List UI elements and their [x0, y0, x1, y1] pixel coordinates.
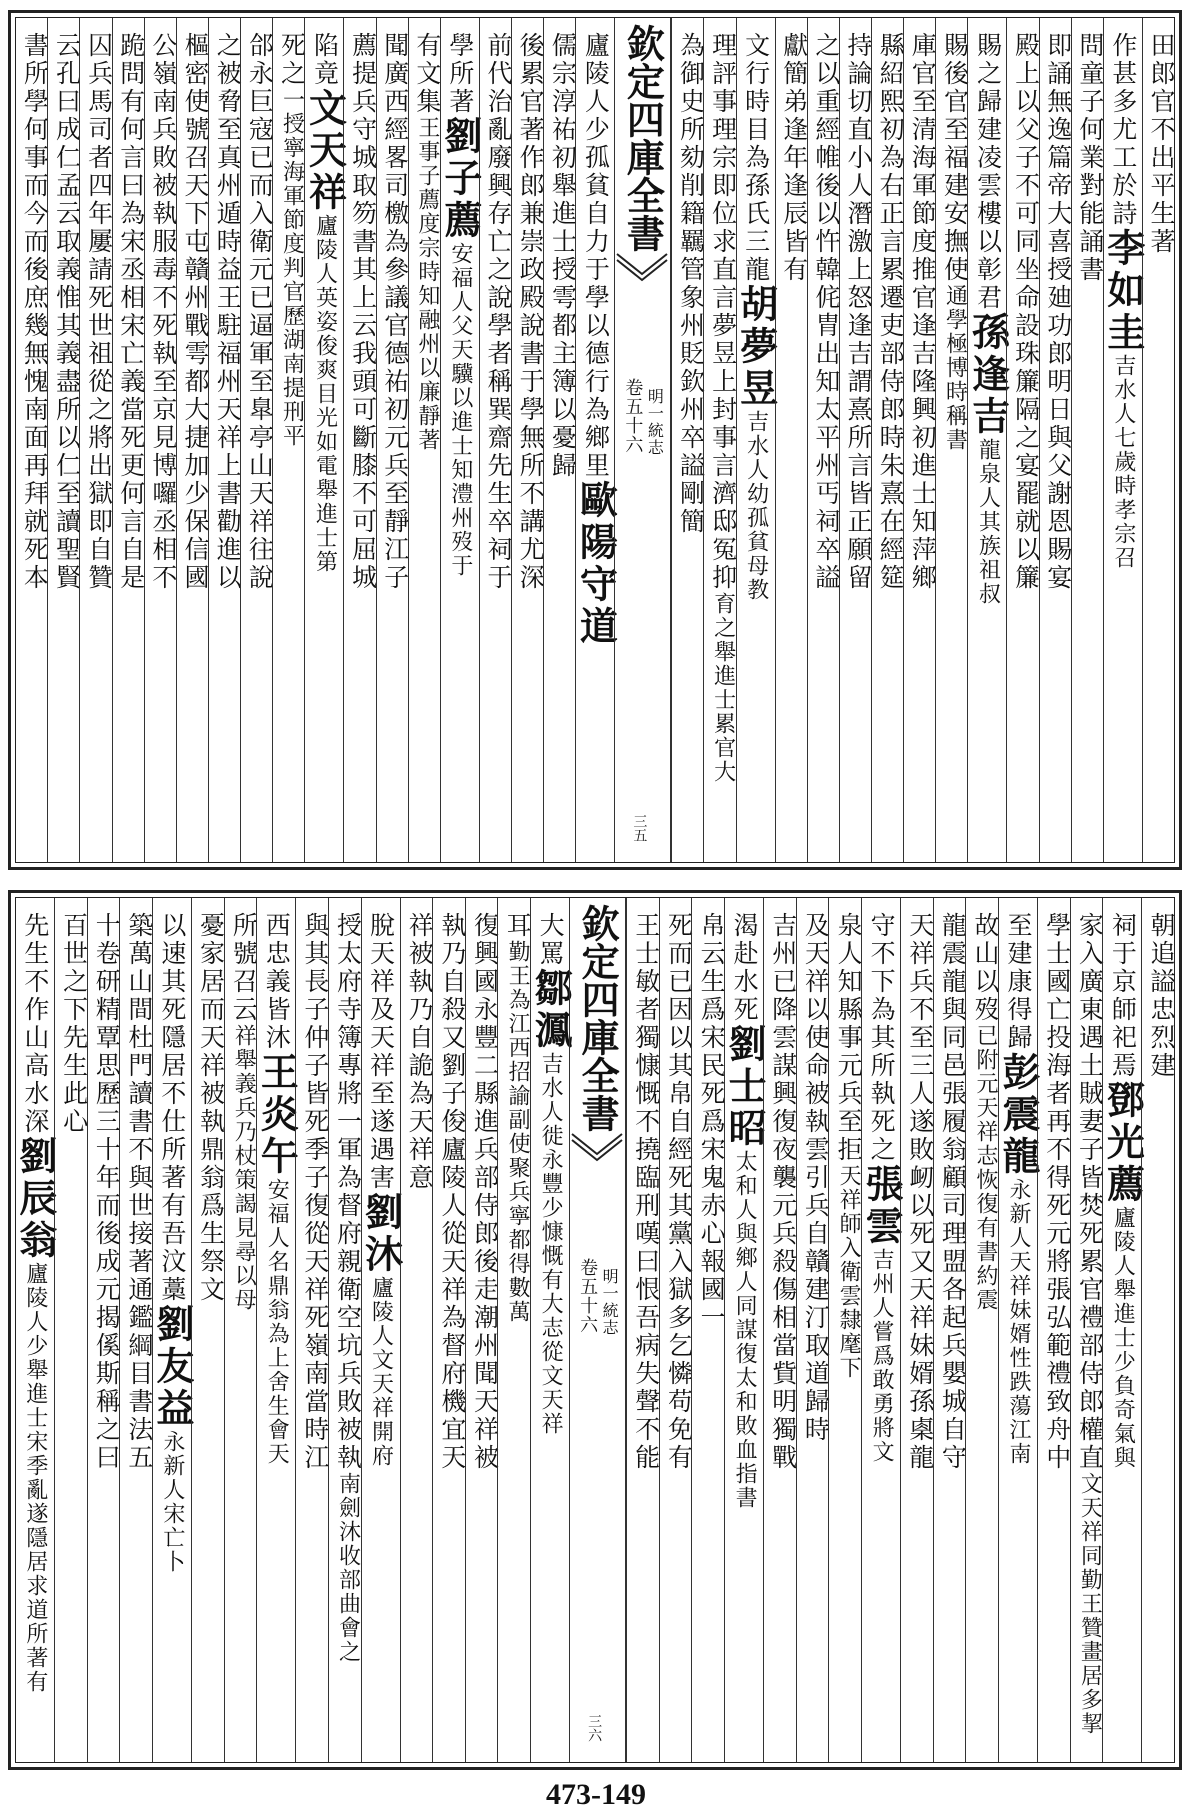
column-text: 賜之歸建凌雲樓以彰君 [973, 32, 1003, 312]
text-column-top-left-16 [79, 18, 114, 862]
page-number: 473-149 [546, 1778, 646, 1811]
text-column-top-right-3 [1071, 18, 1103, 862]
text-column-bottom-right-5 [996, 898, 1042, 1762]
column-text: 吉州已降雲謀興復夜襲元兵殺傷相當貲明獨戰 [768, 912, 798, 1472]
column-text: 天祥兵不至三人遂敗衂以死又天祥妹婿孫㮚龍 [905, 912, 935, 1472]
column-annotation: 永新人宋亡卜 [159, 1430, 185, 1574]
column-text: 云孔曰成仁孟云取義惟其義盡所以仁至讀聖賢 [52, 32, 82, 592]
page-upper-half [8, 10, 1182, 870]
text-column-top-left-13 [176, 18, 211, 862]
text-column-bottom-left-11 [191, 898, 224, 1762]
text-column-bottom-left-1 [528, 898, 574, 1762]
column-annotation: 已附元天祥志恢復有書約震 [973, 1024, 999, 1312]
text-column-top-right-13 [733, 18, 779, 862]
biography-name: 孫逢吉 [965, 312, 1011, 438]
column-annotation: 勤王為江西招諭副使聚兵寧都得數萬 [505, 940, 531, 1324]
section-label: 明一統志 [600, 1268, 620, 1336]
text-column-top-left-2 [543, 18, 578, 862]
biography-name: 彭震龍 [996, 1052, 1042, 1178]
column-text: 理評事理宗即位求直言夢昱上封事言濟邸冤抑 [708, 32, 738, 592]
column-text: 樞密使號召天下屯贛州戰雩都大捷加少保信國 [181, 32, 211, 592]
text-column-top-left-10 [272, 18, 307, 862]
column-text: 廬陵人少孤貧自力于學以德行為鄉里 [581, 32, 611, 480]
center-fold-top [614, 18, 671, 862]
center-fold-bottom [569, 898, 626, 1762]
column-annotation: 廬陵人少舉進士宋季亂遂隱居求道所著有 [22, 1262, 48, 1694]
column-annotation: 吉水人幼孤貧母教 [743, 410, 769, 602]
text-column-bottom-right-11 [796, 898, 829, 1762]
text-column-bottom-left-6 [358, 898, 404, 1762]
text-column-bottom-left-12 [149, 898, 195, 1762]
column-text: 跪問有何言曰為宋丞相宋亡義當死更何言自是 [116, 32, 146, 592]
column-text: 耳 [503, 912, 533, 940]
biography-name: 胡夢昱 [733, 284, 779, 410]
text-column-bottom-right-6 [965, 898, 1001, 1762]
column-text: 龍震龍與同邑張履翁顧司理盟各起兵嬰城自守 [938, 912, 968, 1472]
text-column-top-right-15 [671, 18, 706, 862]
column-text: 與其長子仲子皆死季子復從天祥死嶺南當時江 [300, 912, 330, 1472]
folio-number: 三五 [631, 814, 648, 842]
text-column-top-right-4 [1039, 18, 1071, 862]
column-text: 文行時目為孫氏三龍 [741, 32, 771, 284]
text-column-top-right-1 [1142, 18, 1174, 862]
text-column-bottom-right-16 [626, 898, 659, 1762]
column-text: 即誦無逸篇帝大喜授廸功郎明日與父謝恩賜宴 [1043, 32, 1073, 592]
column-annotation: 吉水人徙永豐少慷慨有大志從文天祥 [538, 1052, 564, 1436]
column-annotation: 天祥師入衛雲隸麾下 [836, 1164, 862, 1380]
column-text: 朝追謚忠烈建 [1147, 912, 1176, 1080]
biography-name: 文天祥 [302, 88, 348, 214]
column-text: 作甚多尤工於詩 [1108, 32, 1138, 228]
text-column-top-left-6 [408, 18, 440, 862]
column-text: 王士敏者獨慷慨不撓臨刑嘆曰恨吾病失聲不能 [631, 912, 661, 1472]
column-text: 為御史所劾削籍羈管象州貶欽州卒謚剛簡 [676, 32, 706, 536]
text-column-top-left-14 [144, 18, 176, 862]
column-text: 復興國永豐二縣進兵部侍郎後走潮州聞天祥被 [470, 912, 500, 1472]
column-text: 持論切直小人潛激上怒逢吉謂熹所言皆正願留 [844, 32, 874, 592]
column-text: 先生不作山高水深 [20, 912, 50, 1136]
column-text: 憂家居而天祥被執鼎翁爲生祭文 [196, 912, 226, 1304]
text-column-top-right-11 [807, 18, 839, 862]
fishtail-mark-icon [570, 1132, 624, 1160]
column-annotation: 廬陵人舉進士少負奇氣與 [1110, 1206, 1136, 1470]
column-text: 之被脅至真州遁時益王駐福州天祥上書勸進以 [213, 32, 243, 592]
column-text: 殿上以父子不可同坐命設珠簾隔之宴罷就以簾 [1011, 32, 1041, 592]
column-text: 田郎官不出平生著 [1147, 32, 1176, 256]
text-column-bottom-left-13 [119, 898, 152, 1762]
biography-name: 劉沐 [358, 1192, 404, 1276]
column-text: 授太府寺簿專將一軍為督府親衛空坑兵敗被執 [333, 912, 363, 1472]
text-column-bottom-left-7 [328, 898, 361, 1762]
column-text: 陷竟 [310, 32, 340, 88]
column-annotation: 永新人天祥妹婿性跌蕩江南 [1006, 1178, 1032, 1466]
volume-label: 卷五十六 [577, 1258, 599, 1334]
column-annotation: 安福人父天驥以進士知澧州歿于 [447, 242, 473, 578]
column-text: 以速其死隱居不仕所著有吾汶藁 [157, 912, 187, 1304]
column-text: 築萬山間杜門讀書不與世接著通鑑綱目書法五 [124, 912, 154, 1472]
section-label: 明一統志 [645, 388, 665, 456]
column-text: 泉人知縣事元兵至拒 [834, 912, 864, 1164]
column-annotation: 安福人名鼎翁為上舍生會天 [264, 1178, 290, 1466]
text-column-bottom-left-4 [432, 898, 465, 1762]
text-column-top-left-17 [47, 18, 82, 862]
column-text: 十卷研精覃思歷三十年而後成元揭傒斯稱之曰 [92, 912, 122, 1472]
folio-number: 三六 [586, 1714, 603, 1742]
text-column-bottom-left-15 [54, 898, 87, 1762]
text-column-top-left-3 [511, 18, 546, 862]
text-column-top-left-8 [343, 18, 378, 862]
text-column-bottom-right-9 [859, 898, 905, 1762]
column-text: 及天祥以使命被執雲引兵自贛建汀取道歸時 [801, 912, 831, 1444]
column-text: 賜後官至福建安撫使 [940, 32, 970, 284]
column-annotation: 廬陵人文天祥開府 [368, 1276, 394, 1468]
text-column-top-right-6 [965, 18, 1011, 862]
column-annotation: 吉州人嘗爲敢勇將文 [869, 1248, 895, 1464]
text-column-top-left-11 [240, 18, 275, 862]
text-column-top-right-5 [1006, 18, 1041, 862]
column-text: 大罵 [536, 912, 566, 968]
text-column-top-left-18 [16, 18, 50, 862]
column-text: 死之 [277, 32, 307, 88]
biography-name: 鄧光薦 [1100, 1080, 1146, 1206]
column-text: 帛云生爲宋民死爲宋鬼赤心報國一 [697, 912, 727, 1332]
text-column-bottom-left-2 [497, 898, 533, 1762]
biography-name: 劉子薦 [437, 116, 483, 242]
biography-name: 鄒㵯 [528, 968, 574, 1052]
biography-name: 張雲 [859, 1164, 905, 1248]
text-column-bottom-right-1 [1141, 898, 1174, 1762]
text-column-bottom-right-7 [933, 898, 966, 1762]
text-column-top-left-9 [302, 18, 348, 862]
column-annotation: 文天祥同勤王贊畫居多挈 [1077, 1472, 1103, 1736]
column-text: 後累官著作郎兼崇政殿說書于學無所不講尤深 [516, 32, 546, 592]
text-column-bottom-right-15 [659, 898, 692, 1762]
library-title: 欽定四庫全書 [620, 24, 666, 252]
column-text: 西忠義皆沐 [262, 912, 292, 1052]
column-text: 祠于京師祀焉 [1108, 912, 1138, 1080]
biography-name: 劉辰翁 [12, 1136, 58, 1262]
column-text: 百世之下先生此心 [59, 912, 89, 1136]
column-text: 學所著 [445, 32, 475, 116]
column-annotation: 一授寧海軍節度判官歷湖南提刑平 [279, 88, 305, 448]
column-annotation: 龍泉人其族祖叔 [975, 438, 1001, 606]
column-text: 祥被執乃自詭為天祥意 [405, 912, 435, 1192]
text-column-bottom-right-4 [1037, 898, 1070, 1762]
text-column-bottom-left-9 [254, 898, 300, 1762]
text-column-bottom-left-5 [400, 898, 433, 1762]
column-text: 庫官至清海軍節度推官逢吉隆興初進士知萍鄉 [908, 32, 938, 592]
text-column-bottom-right-14 [691, 898, 727, 1762]
column-text: 前代治亂廢興存亡之說學者稱巽齋先生卒祠于 [484, 32, 514, 592]
text-column-bottom-right-8 [900, 898, 933, 1762]
text-column-top-right-14 [703, 18, 738, 862]
column-text: 書所學何事而今而後庶幾無愧南面再拜就死本 [20, 32, 50, 592]
biography-name: 劉友益 [149, 1304, 195, 1430]
column-text: 死而已因以其帛自經死其黨入獄多乞憐苟免有 [664, 912, 694, 1472]
column-text: 執乃自殺又劉子俊廬陵人從天祥為督府機宜天 [437, 912, 467, 1472]
column-annotation: 太和人與鄉人同謀復太和敗血指書 [732, 1150, 758, 1510]
text-column-bottom-left-14 [87, 898, 120, 1762]
column-annotation: 育之舉進士累官大 [710, 592, 736, 784]
text-column-top-left-12 [208, 18, 243, 862]
text-column-top-right-8 [903, 18, 938, 862]
column-text: 之以重經帷後以忤韓侂胄出知太平州丐祠卒謚 [811, 32, 841, 592]
text-column-bottom-right-2 [1100, 898, 1146, 1762]
page-lower-half [8, 890, 1182, 1770]
column-text: 囚兵馬司者四年屢請死世祖從之將出獄即自贊 [84, 32, 114, 592]
text-column-bottom-right-10 [828, 898, 864, 1762]
column-annotation: 王事子薦度宗時知融州以廉靜著 [414, 116, 440, 452]
column-text: 薦提兵守城取笏書其上云我頭可斷膝不可屈城 [348, 32, 378, 592]
text-column-bottom-left-3 [465, 898, 498, 1762]
column-text: 聞廣西經畧司檄為參議官德祐初元兵至靜江子 [380, 32, 410, 592]
fishtail-mark-icon [615, 252, 669, 280]
column-text: 脫天祥及天祥至遂遇害 [366, 912, 396, 1192]
column-text: 守不下為其所執死之 [867, 912, 897, 1164]
volume-label: 卷五十六 [622, 378, 644, 454]
text-column-bottom-right-12 [763, 898, 796, 1762]
text-column-top-right-10 [839, 18, 874, 862]
column-text: 縣紹熙初為右正言累遷吏部侍郎時朱熹在經筵 [876, 32, 906, 592]
column-annotation: 通學極博時稱書 [942, 284, 968, 452]
text-column-top-right-7 [935, 18, 970, 862]
biography-name: 李如圭 [1100, 228, 1146, 354]
text-column-bottom-right-3 [1070, 898, 1103, 1762]
biography-name: 歐陽守道 [573, 480, 619, 648]
text-column-top-left-4 [479, 18, 514, 862]
text-column-top-right-9 [871, 18, 906, 862]
biography-name: 王炎午 [254, 1052, 300, 1178]
column-annotation: 廬陵人英姿俊爽目光如電舉進士第 [312, 214, 338, 574]
column-text: 家入廣東遇土賊妻子皆焚死累官禮部侍郎權直 [1075, 912, 1105, 1472]
column-text: 學士國亡投海者再不得死元將張弘範禮致舟中 [1042, 912, 1072, 1472]
column-text: 郃永巨寇已而入衛元已逼軍至臯亭山天祥往說 [245, 32, 275, 592]
column-annotation: 吉水人七歲時孝宗召 [1110, 354, 1136, 570]
column-text: 公嶺南兵敗被執服毒不死執至京見博囉丞相不 [148, 32, 178, 592]
text-column-bottom-right-13 [722, 898, 768, 1762]
text-column-bottom-left-16 [12, 898, 58, 1762]
column-text: 渴赴水死 [730, 912, 760, 1024]
text-column-top-left-15 [112, 18, 144, 862]
column-annotation: 祥舉義兵乃杖策謁見尋以母 [231, 1024, 257, 1312]
column-annotation: 南劍沐收部曲會之 [335, 1472, 361, 1664]
text-column-top-left-1 [573, 18, 619, 862]
text-column-top-left-5 [437, 18, 483, 862]
text-column-top-right-2 [1100, 18, 1146, 862]
column-text: 有文集 [412, 32, 442, 116]
column-text: 至建康得歸 [1004, 912, 1034, 1052]
library-title: 欽定四庫全書 [575, 904, 621, 1132]
column-text: 故山以歿 [971, 912, 1001, 1024]
text-column-bottom-left-10 [224, 898, 257, 1762]
text-column-bottom-left-8 [295, 898, 328, 1762]
text-column-top-right-12 [775, 18, 807, 862]
column-text: 所號召云 [229, 912, 259, 1024]
column-text: 問童子何業對能誦書 [1075, 32, 1105, 284]
column-text: 獻簡弟逢年逢辰皆有 [779, 32, 809, 284]
column-text: 儒宗淳祐初舉進士授雩都主簿以憂歸 [548, 32, 578, 480]
biography-name: 劉士昭 [722, 1024, 768, 1150]
text-column-top-left-7 [376, 18, 408, 862]
